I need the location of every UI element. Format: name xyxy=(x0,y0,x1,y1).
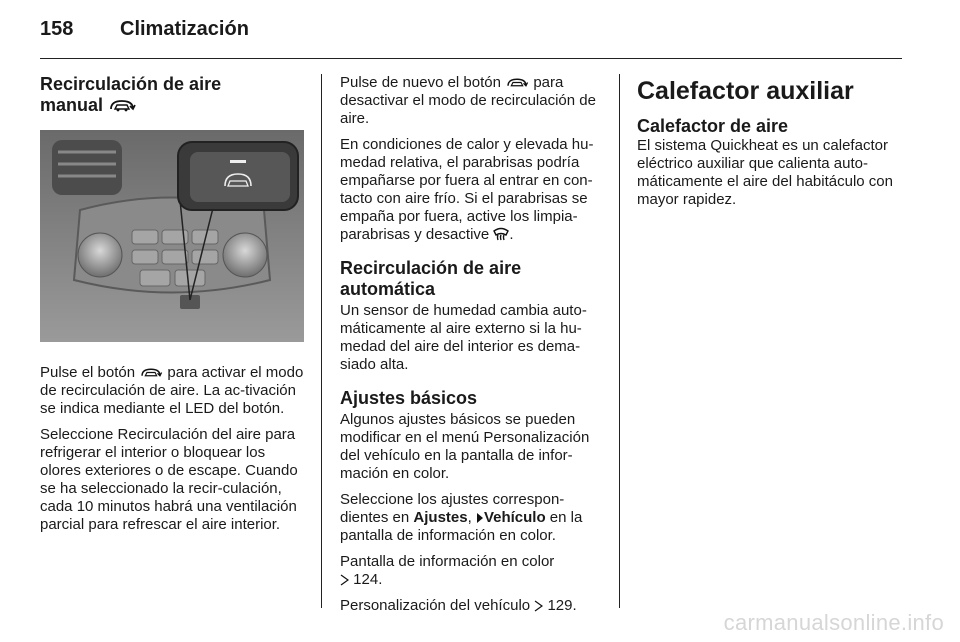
page-reference-arrow-icon xyxy=(534,600,543,612)
watermark: carmanualsonline.info xyxy=(723,610,944,635)
menu-arrow-icon xyxy=(476,512,484,524)
air-vent-left xyxy=(52,140,122,195)
column-left xyxy=(40,74,304,542)
section-heading-manual-recirculation xyxy=(40,74,304,116)
section-heading-auxiliary-heater: Calefactor auxiliar xyxy=(637,77,854,105)
paragraph: Pulse de nuevo el botón para desactivar el modo de recirculación de aire. xyxy=(340,74,596,127)
menu-item-settings: Ajustes xyxy=(413,509,468,526)
header-divider xyxy=(40,58,902,59)
subsection-heading-air-heater: Calefactor de aire xyxy=(637,116,789,136)
paragraph: Seleccione Recirculación del aire para refrigerar el interior o bloquear los olores exteriores o de escape. Cuando se ha seleccionado la recir-culación, cada 10 minutos habrá una ventilación parcial para refrescar el aire interior. xyxy=(40,426,298,533)
page-reference-arrow-icon xyxy=(340,574,349,586)
column-middle xyxy=(340,74,604,623)
recirculation-button-callout xyxy=(178,142,298,210)
section-heading-automatic-recirculation: Recirculación de aire automática xyxy=(340,258,522,299)
page-reference: 124. xyxy=(353,571,383,588)
control-knob-left xyxy=(78,233,122,277)
paragraph: Un sensor de humedad cambia auto-máticamente al aire externo si la hu-medad del aire del interior es dema-siado alta. xyxy=(340,302,587,373)
paragraph: Algunos ajustes básicos se pueden modificar en el menú Personalización del vehículo en la pantalla de infor-mación en color. xyxy=(340,411,590,482)
heading-line: manual xyxy=(40,95,104,115)
recirculation-car-icon xyxy=(139,366,163,379)
page-reference: 129. xyxy=(547,597,577,614)
paragraph: En condiciones de calor y elevada hu-medad relativa, el parabrisas podría empañarse por fuera al entrar en con-tacto con aire frío. Si el parabrisas se empaña por fuera, active los limpia-parabrisas y desactive . xyxy=(340,136,594,243)
menu-item-vehicle: Vehículo xyxy=(483,509,546,526)
column-right xyxy=(637,74,905,217)
heading-line: Recirculación de aire xyxy=(40,74,222,94)
column-divider xyxy=(321,74,322,608)
windscreen-defrost-icon xyxy=(493,226,509,241)
recirculation-car-icon xyxy=(108,97,136,113)
paragraph: El sistema Quickheat es un calefactor eléctrico auxiliar que calienta auto-máticamente el aire del habitáculo con mayor rapidez. xyxy=(637,137,893,208)
control-knob-right xyxy=(223,233,267,277)
recirculation-car-icon xyxy=(505,76,529,89)
paragraph: Pantalla de información en color 124. xyxy=(340,553,555,588)
column-divider xyxy=(619,74,620,608)
page-number: 158 xyxy=(40,18,74,40)
paragraph: Pulse el botón para activar el modo de recirculación de aire. La ac-tivación se indica mediante el LED del botón. xyxy=(40,364,304,417)
section-heading-basic-settings: Ajustes básicos xyxy=(340,388,478,408)
control-panel-illustration xyxy=(40,130,304,342)
paragraph: Seleccione los ajustes correspon-dientes en Ajustes, Vehículo en la pantalla de información en color. xyxy=(340,491,583,544)
chapter-title: Climatización xyxy=(120,18,249,40)
paragraph: Personalización del vehículo 129. xyxy=(340,597,577,614)
